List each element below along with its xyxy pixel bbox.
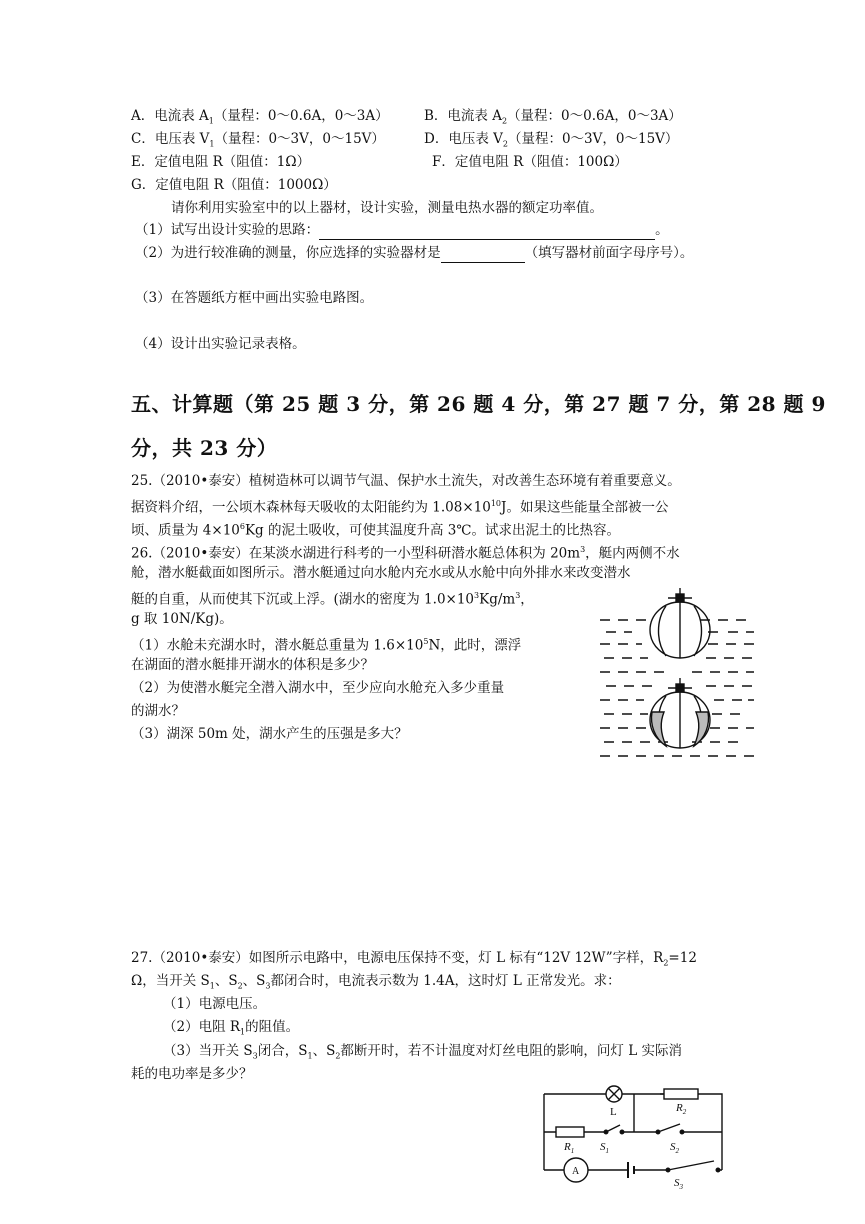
question-4: （4）设计出实验记录表格。 (135, 336, 306, 352)
q25-line-3: 顷、质量为 $4\times 10^6Kg$ 的泥土吸收，可使其温度升高 3℃。试求出泥土的比热容。 (131, 522, 620, 539)
question-1: （1）试写出设计实验的思路： 。 (135, 222, 669, 238)
section-heading-line-2: 分，共 23 分） (131, 436, 278, 460)
q27-line-1: 27.（2010•泰安）如图所示电路中，电源电压保持不变，灯 L 标有“12V 12W”字样，$R_2=12$ (131, 950, 697, 968)
equipment-f: F．定值电阻 R（阻值：100Ω） (432, 154, 628, 170)
switch-s2-icon (658, 1124, 680, 1132)
battery-icon (628, 1162, 634, 1178)
s3-label: $S_3$ (674, 1177, 683, 1191)
switch-s1-icon (606, 1125, 620, 1132)
submarine-figure (596, 586, 758, 762)
r2-resistor-icon (664, 1089, 698, 1099)
r1-resistor-icon (556, 1127, 584, 1137)
q26-line-1: 26.（2010•泰安）在某淡水湖进行科考的一小型科研潜水艇总体积为 $20m^3$，艇内两侧不水 (131, 545, 680, 562)
s1-label: $S_1$ (600, 1141, 609, 1155)
submarine-submerged (650, 678, 710, 748)
equipment-c: C．电压表 $V_1$（量程：0～3V，0～15V） (131, 131, 385, 149)
q27-line-5: （3）当开关 $S_3$闭合，$S_1$、$S_2$都断开时，若不计温度对灯丝电阻的影响，问灯 L 实际消 (163, 1043, 682, 1061)
q26-line-6: 在湖面的潜水艇排开湖水的体积是多少？ (131, 657, 374, 673)
section-heading-line-1: 五、计算题（第 25 题 3 分，第 26 题 4 分，第 27 题 7 分，第 28 题 9 (131, 392, 826, 416)
switch-s3-icon (668, 1161, 714, 1170)
answer-blank-2[interactable] (441, 248, 525, 263)
equipment-b: B．电流表 $A_2$（量程：0～0.6A，0～3A） (424, 108, 682, 126)
q27-line-3: （1）电源电压。 (163, 996, 267, 1012)
equipment-e: E．定值电阻 R（阻值：1Ω） (131, 154, 311, 170)
q26-line-3: 艇的自重，从而使其下沉或上浮。(湖水的密度为 $1.0\times 10^3Kg/m^3$， (131, 591, 534, 608)
q26-line-2: 舱，潜水艇截面如图所示。潜水艇通过向水舱内充水或从水舱中向外排水来改变潜水 (131, 565, 631, 581)
s2-label: $S_2$ (670, 1141, 679, 1155)
q27-line-6: 耗的电功率是多少？ (131, 1066, 253, 1082)
r2-label: $R_2$ (676, 1102, 687, 1116)
submarine-floating (650, 588, 710, 658)
q26-line-5: （1）水舱未充湖水时，潜水艇总重量为 $1.6\times 10^5N$，此时，漂浮 (131, 637, 522, 654)
q27-line-2: Ω，当开关 $S_1$、$S_2$、$S_3$都闭合时，电流表示数为 1.4A，这时灯 L 正常发光。求： (131, 973, 621, 991)
question-3: （3）在答题纸方框中画出实验电路图。 (135, 290, 374, 306)
equipment-g: G．定值电阻 R（阻值：1000Ω） (131, 177, 337, 193)
question-2: （2）为进行较准确的测量，你应选择的实验器材是 （填写器材前面字母序号）。 (135, 245, 694, 261)
equipment-d: D．电压表 $V_2$（量程：0～3V，0～15V） (424, 131, 679, 149)
q25-line-2: 据资料介绍，一公顷木森林每天吸收的太阳能约为 $1.08\times 10^{10}J$。如果这些能量全部被一公 (131, 499, 669, 516)
q26-line-4: g 取 10N/Kg)。 (131, 611, 233, 627)
instruction-text: 请你利用实验室中的以上器材，设计实验，测量电热水器的额定功率值。 (171, 200, 603, 216)
equipment-a: A．电流表 $A_1$（量程：0～0.6A，0～3A） (131, 108, 389, 126)
q26-line-8: 的湖水？ (131, 703, 185, 719)
answer-blank-1[interactable] (319, 225, 655, 240)
ammeter-label: A (572, 1166, 580, 1177)
q25-line-1: 25.（2010•泰安）植树造林可以调节气温、保护水土流失，对改善生态环境有着重要意义。 (131, 473, 681, 489)
q26-line-7: （2）为使潜水艇完全潜入湖水中，至少应向水舱充入多少重量 (131, 680, 505, 696)
q26-line-9: （3）湖深 50m 处，湖水产生的压强是多大？ (131, 726, 408, 742)
r1-label: $R_1$ (564, 1141, 575, 1155)
lamp-label: L (610, 1106, 617, 1118)
circuit-diagram (540, 1080, 740, 1192)
q27-line-4: （2）电阻 $R_1$的阻值。 (163, 1019, 300, 1037)
